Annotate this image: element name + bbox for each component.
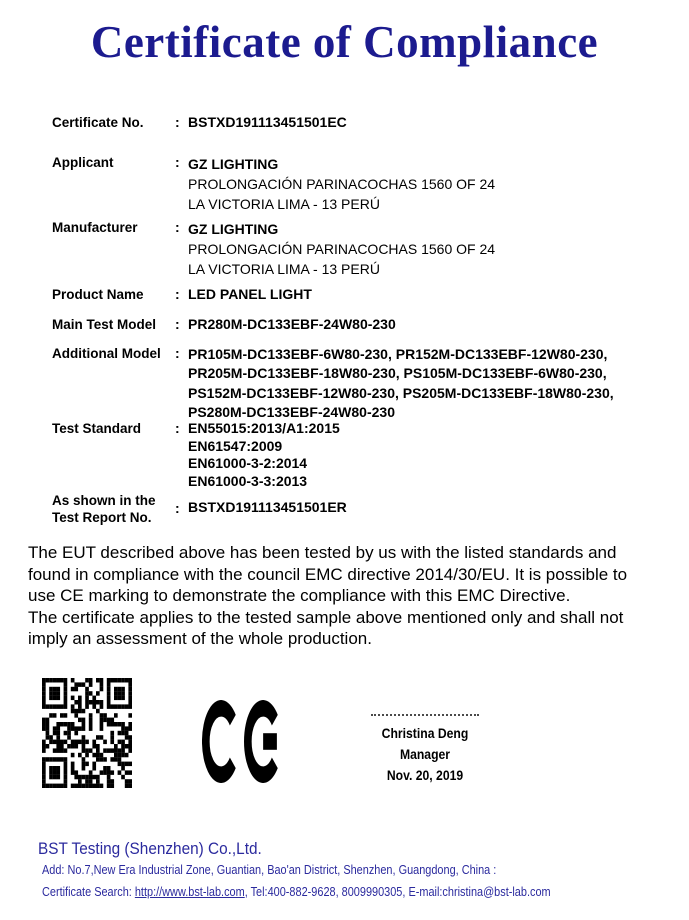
manufacturer-address-line: LA VICTORIA LIMA - 13 PERÚ bbox=[188, 261, 380, 277]
footer-contact-info: , Tel:400-882-9628, 8009990305, E-mail:christina@bst-lab.com bbox=[244, 884, 551, 899]
additional-model-line: PS280M-DC133EBF-24W80-230 bbox=[188, 404, 395, 421]
colon: : bbox=[175, 316, 180, 332]
manufacturer-label: Manufacturer bbox=[52, 220, 138, 235]
test-standard-line: EN61547:2009 bbox=[188, 437, 283, 454]
signature-block bbox=[350, 714, 500, 786]
additional-model-line: PR205M-DC133EBF-18W80-230, PS105M-DC133EBF-6W80-230, bbox=[188, 365, 607, 382]
signature-dotted-line bbox=[371, 714, 479, 716]
test-standard-line: EN61000-3-2:2014 bbox=[188, 455, 308, 472]
applicant-label: Applicant bbox=[52, 155, 114, 170]
colon: : bbox=[175, 500, 180, 516]
colon: : bbox=[175, 219, 180, 235]
colon: : bbox=[175, 114, 180, 130]
footer-company-name: BST Testing (Shenzhen) Co.,Ltd. bbox=[38, 840, 262, 858]
test-report-label-line1: As shown in the bbox=[52, 493, 156, 508]
test-standard-line: EN61000-3-3:2013 bbox=[188, 472, 308, 489]
colon: : bbox=[175, 345, 180, 361]
certificate-search-label: Certificate Search: bbox=[42, 884, 135, 899]
product-name-value: LED PANEL LIGHT bbox=[188, 286, 312, 302]
test-standard-label: Test Standard bbox=[52, 421, 142, 436]
additional-model-line: PS152M-DC133EBF-12W80-230, PS205M-DC133EBF-18W80-230, bbox=[188, 384, 614, 401]
test-report-label-line2: Test Report No. bbox=[52, 510, 152, 525]
compliance-statement bbox=[28, 542, 656, 650]
main-test-model-label: Main Test Model bbox=[52, 317, 157, 332]
test-report-label bbox=[52, 492, 172, 526]
test-report-no-value: BSTXD191113451501ER bbox=[188, 499, 347, 515]
footer-address: Add: No.7,New Era Industrial Zone, Guantian, Bao'an District, Shenzhen, Guangdong, China : bbox=[42, 862, 497, 877]
certificate-no-label: Certificate No. bbox=[52, 115, 144, 130]
qr-code bbox=[42, 678, 132, 788]
test-standard-line: EN55015:2013/A1:2015 bbox=[188, 420, 340, 436]
statement-paragraph-2: The certificate applies to the tested sample above mentioned only and shall not imply an assessment of the whole production. bbox=[28, 607, 624, 648]
applicant-address-line: LA VICTORIA LIMA - 13 PERÚ bbox=[188, 196, 380, 212]
signatory-name: Christina Deng bbox=[381, 725, 469, 741]
manufacturer-name: GZ LIGHTING bbox=[188, 221, 279, 237]
ce-mark-icon bbox=[202, 700, 283, 783]
statement-paragraph-1: The EUT described above has been tested by us with the listed standards and found in compliance with the council EMC directive 2014/30/EU. It is possible to use CE marking to demonstrate the compliance with this EMC Directive. bbox=[28, 543, 628, 605]
applicant-name: GZ LIGHTING bbox=[188, 156, 279, 172]
certificate-title: Certificate of Compliance bbox=[90, 17, 599, 67]
footer-certificate-search bbox=[42, 884, 551, 899]
applicant-address-line: PROLONGACIÓN PARINACOCHAS 1560 OF 24 bbox=[188, 176, 496, 192]
signature-date: Nov. 20, 2019 bbox=[386, 767, 464, 783]
certificate-search-link[interactable]: http://www.bst-lab.com bbox=[134, 884, 245, 899]
additional-model-line: PR105M-DC133EBF-6W80-230, PR152M-DC133EBF-12W80-230, bbox=[188, 346, 608, 362]
certificate-no-value: BSTXD191113451501EC bbox=[188, 114, 347, 130]
colon: : bbox=[175, 286, 180, 302]
colon: : bbox=[175, 154, 180, 170]
main-test-model-value: PR280M-DC133EBF-24W80-230 bbox=[188, 316, 396, 332]
colon: : bbox=[175, 420, 180, 436]
manufacturer-address-line: PROLONGACIÓN PARINACOCHAS 1560 OF 24 bbox=[188, 241, 496, 257]
additional-model-label: Additional Model bbox=[52, 346, 161, 361]
product-name-label: Product Name bbox=[52, 287, 144, 302]
signatory-title: Manager bbox=[399, 746, 451, 762]
